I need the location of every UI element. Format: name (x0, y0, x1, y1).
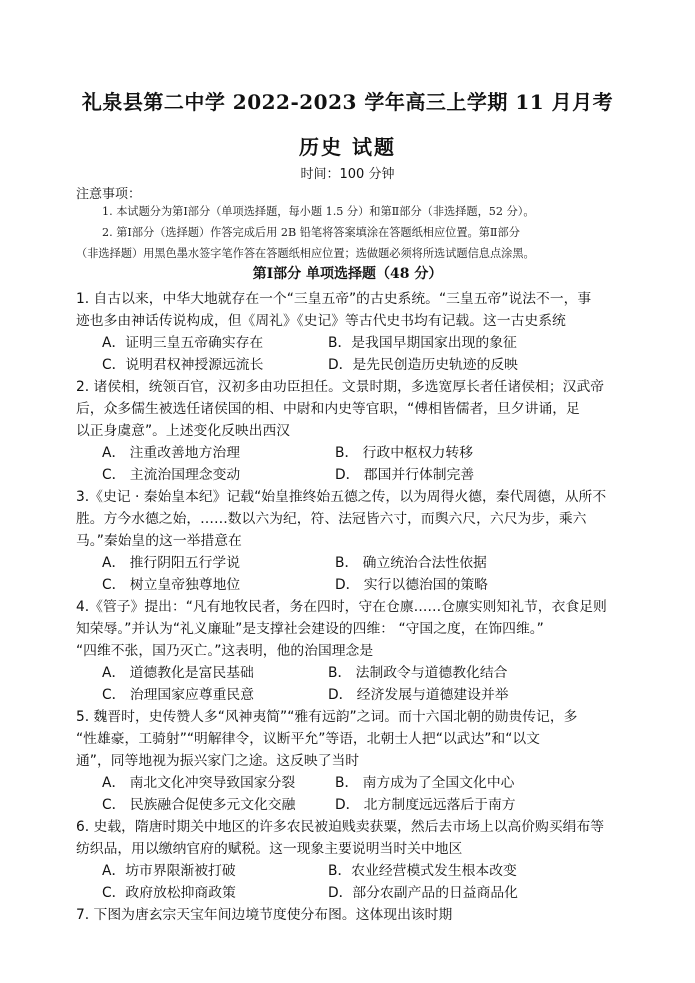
question-5-line-1: 5. 魏晋时，史传赞人多“风神夷简”“雅有远韵”之词。而十六国北朝的勋贵传记，多 (76, 709, 578, 725)
question-3-line-1: 3.《史记 · 秦始皇本纪》记载“始皇推终始五德之传，以为周得火德，秦代周德，从所不 (76, 489, 607, 505)
question-1-line-2: 迹也多由神话传说构成，但《周礼》《史记》等古代史书均有记载。这一古史系统 (76, 313, 566, 329)
question-5-option-a[interactable]: A． 南北文化冲突导致国家分裂 (102, 775, 296, 791)
exam-title: 礼泉县第二中学 2022-2023 学年高三上学期 11 月月考 (81, 90, 614, 114)
subject-title: 历史 试题 (299, 135, 396, 159)
question-2-option-b[interactable]: B． 行政中枢权力转移 (335, 445, 474, 461)
question-5-option-b[interactable]: B． 南方成为了全国文化中心 (335, 775, 515, 791)
question-5-line-3: 通”，同等地视为振兴家门之途。这反映了当时 (76, 753, 360, 769)
note-item-2-line-2: （非选择题）用黑色墨水签字笔作答在答题纸相应位置；选做题必须将所选试题信息点涂黑。 (76, 247, 535, 260)
question-6-option-a[interactable]: A．坊市界限渐被打破 (102, 863, 236, 879)
question-2-line-1: 2. 诸侯相，统领百官，汉初多由功臣担任。文景时期，多选宽厚长者任诸侯相；汉武帝 (76, 379, 605, 395)
question-4-option-d[interactable]: D． 经济发展与道德建设并举 (328, 687, 509, 703)
question-4-line-3: “四维不张，国乃灭亡。”这表明，他的治国理念是 (76, 643, 374, 659)
exam-time: 时间：100 分钟 (300, 167, 395, 182)
question-2-line-2: 后，众多儒生被选任诸侯国的相、中尉和内史等官职，“傅相皆儒者，旦夕讲诵，足 (76, 401, 580, 417)
question-2-line-3: 以正身虞意”。上述变化反映出西汉 (76, 423, 291, 439)
question-4-option-a[interactable]: A． 道德教化是富民基础 (102, 665, 254, 681)
question-2-option-c[interactable]: C． 主流治国理念变动 (102, 467, 241, 483)
notes-heading: 注意事项： (76, 187, 142, 202)
note-item-1: 1. 本试题分为第Ⅰ部分（单项选择题，每小题 1.5 分）和第Ⅱ部分（非选择题，52 分）。 (102, 205, 535, 218)
note-item-2-line-1: 2. 第Ⅰ部分（选择题）作答完成后用 2B 铅笔将答案填涂在答题纸相应位置。第Ⅱ部分 (102, 226, 520, 239)
question-4-option-c[interactable]: C． 治理国家应尊重民意 (102, 687, 254, 703)
question-3-option-d[interactable]: D． 实行以德治国的策略 (335, 577, 488, 593)
question-1-option-d[interactable]: D．是先民创造历史轨迹的反映 (328, 357, 518, 373)
question-6-line-1: 6. 史载，隋唐时期关中地区的许多农民被迫贱卖获粟，然后去市场上以高价购买绢布等 (76, 819, 605, 835)
question-1-line-1: 1. 自古以来，中华大地就存在一个“三皇五帝”的古史系统。“三皇五帝”说法不一，事 (76, 291, 592, 307)
question-7-line-1: 7. 下图为唐玄宗天宝年间边境节度使分布图。这体现出该时期 (76, 907, 453, 923)
question-3-option-c[interactable]: C． 树立皇帝独尊地位 (102, 577, 241, 593)
question-4-option-b[interactable]: B． 法制政令与道德教化结合 (328, 665, 508, 681)
question-6-option-d[interactable]: D．部分农副产品的日益商品化 (328, 885, 518, 901)
question-4-line-1: 4.《管子》提出：“凡有地牧民者，务在四时，守在仓廪……仓廪实则知礼节，衣食足则 (76, 599, 607, 615)
question-3-line-3: 马。”秦始皇的这一举措意在 (76, 533, 242, 549)
question-5-line-2: “性雄豪，工骑射”“明解律令，议断平允”等语，北朝士人把“以武达”和“以文 (76, 731, 540, 747)
question-5-option-c[interactable]: C． 民族融合促使多元文化交融 (102, 797, 296, 813)
question-2-option-a[interactable]: A． 注重改善地方治理 (102, 445, 240, 461)
question-2-option-d[interactable]: D． 郡国并行体制完善 (335, 467, 475, 483)
question-6-option-b[interactable]: B．农业经营模式发生根本改变 (328, 863, 517, 879)
question-3-line-2: 胜。方今水德之始，……数以六为纪，符、法冠皆六寸，而舆六尺，六尺为步，乘六 (76, 511, 587, 527)
question-1-option-b[interactable]: B．是我国早期国家出现的象征 (328, 335, 517, 351)
question-1-option-a[interactable]: A．证明三皇五帝确实存在 (102, 335, 264, 351)
section-heading: 第Ⅰ部分 单项选择题（48 分） (252, 266, 443, 282)
question-1-option-c[interactable]: C．说明君权神授源远流长 (102, 357, 264, 373)
question-3-option-b[interactable]: B． 确立统治合法性依据 (335, 555, 487, 571)
question-4-line-2: 知荣辱。”并认为“礼义廉耻”是支撑社会建设的四维： “守国之度，在饰四维。” (76, 621, 544, 637)
question-3-option-a[interactable]: A． 推行阴阳五行学说 (102, 555, 240, 571)
question-6-option-c[interactable]: C．政府放松抑商政策 (102, 885, 236, 901)
question-6-line-2: 纺织品，用以缴纳官府的赋税。这一现象主要说明当时关中地区 (76, 841, 463, 857)
question-5-option-d[interactable]: D． 北方制度远远落后于南方 (335, 797, 516, 813)
